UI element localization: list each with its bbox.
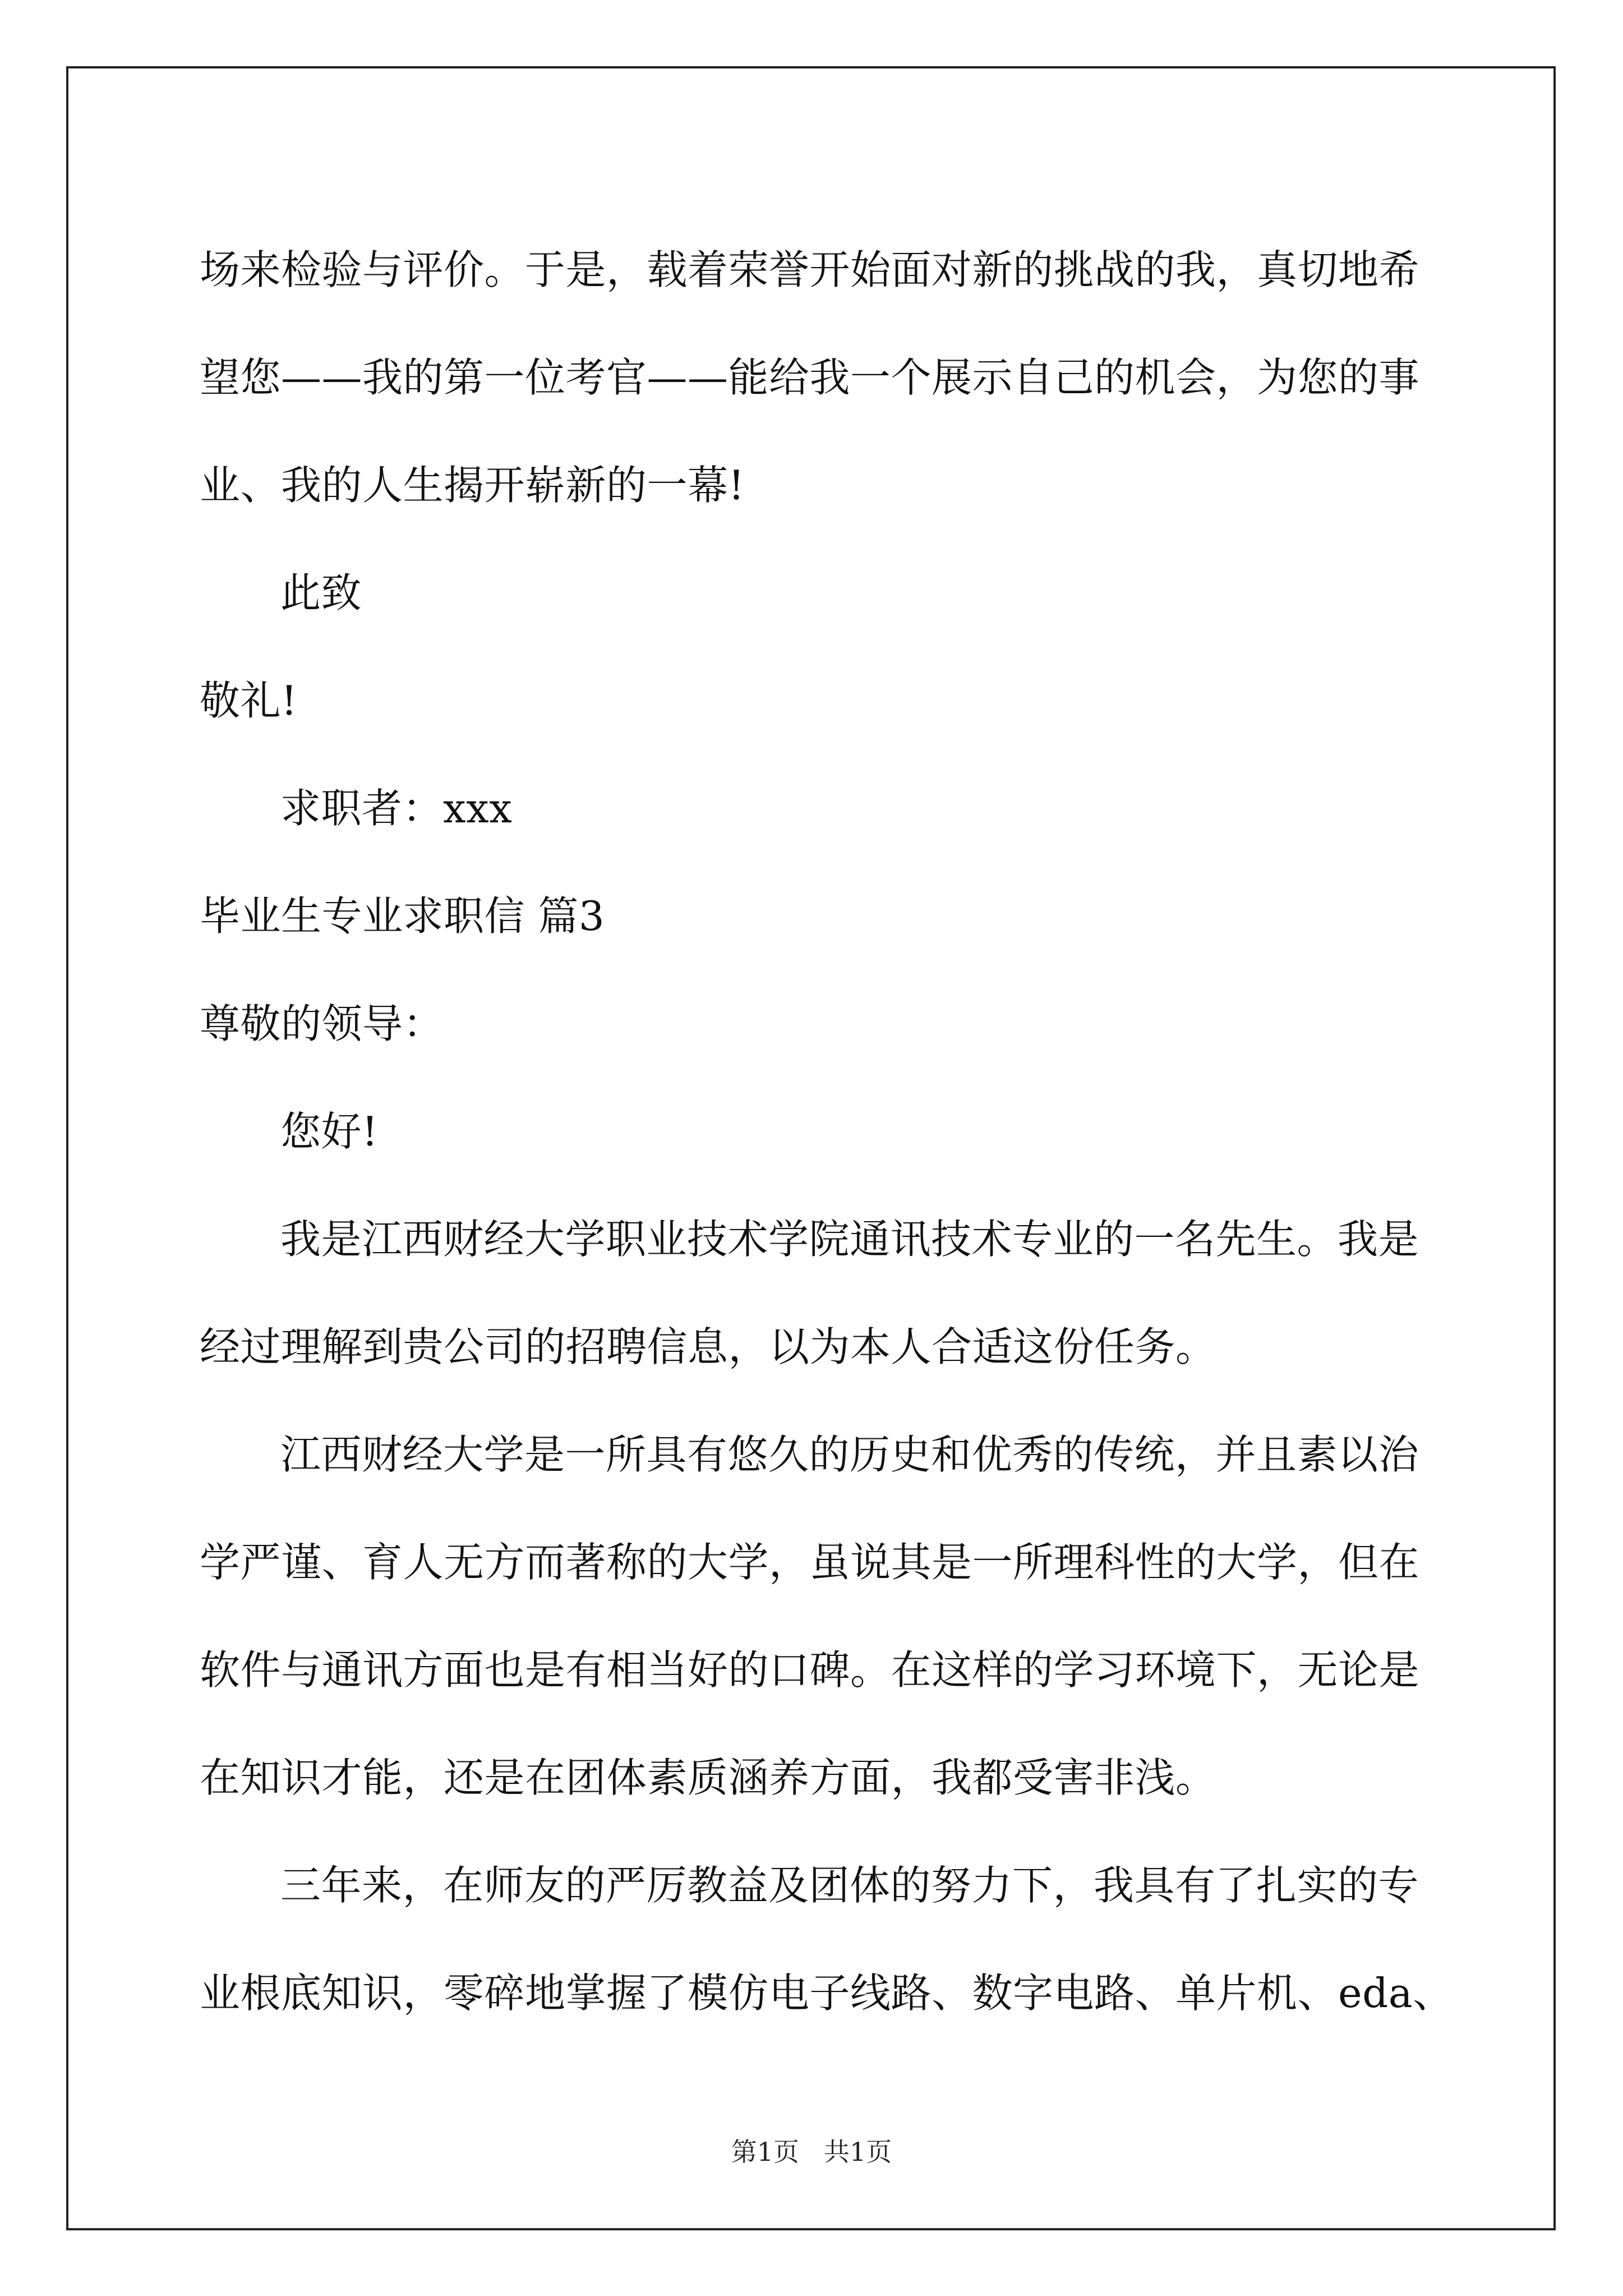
text-line: 学严谨、育人无方而著称的大学，虽说其是一所理科性的大学，但在 [200,1539,1420,1586]
text-line: 望您——我的第一位考官——能给我一个展示自己的机会，为您的事 [200,354,1420,401]
text-line: 求职者：xxx [280,785,513,832]
page-total: 共1页 [823,2137,892,2167]
text-line: 业根底知识，零碎地掌握了模仿电子线路、数字电路、单片机、eda、 [200,1970,1454,2017]
text-line: 经过理解到贵公司的招聘信息，以为本人合适这份任务。 [200,1323,1216,1370]
text-line: 场来检验与评价。于是，载着荣誉开始面对新的挑战的我，真切地希 [200,246,1420,293]
text-line: 三年来，在师友的严厉教益及团体的努力下，我具有了扎实的专 [280,1862,1419,1909]
text-line: 您好! [280,1108,379,1155]
text-line: 软件与通讯方面也是有相当好的口碑。在这样的学习环境下，无论是 [200,1646,1420,1694]
text-line: 尊敬的领导： [200,1000,444,1047]
document-body [200,216,1454,2047]
text-line: 我是江西财经大学职业技术学院通讯技术专业的一名先生。我是 [280,1216,1419,1263]
page-number: 第1页 [731,2137,800,2167]
text-line: 毕业生专业求职信 篇3 [200,892,605,940]
page-footer [0,2132,1623,2169]
text-line: 江西财经大学是一所具有悠久的历史和优秀的传统，并且素以治 [280,1431,1419,1478]
text-line: 敬礼! [200,677,298,724]
text-line: 此致 [280,569,362,616]
text-line: 业、我的人生揭开崭新的一幕! [200,462,745,509]
text-line: 在知识才能，还是在团体素质涵养方面，我都受害非浅。 [200,1754,1216,1801]
